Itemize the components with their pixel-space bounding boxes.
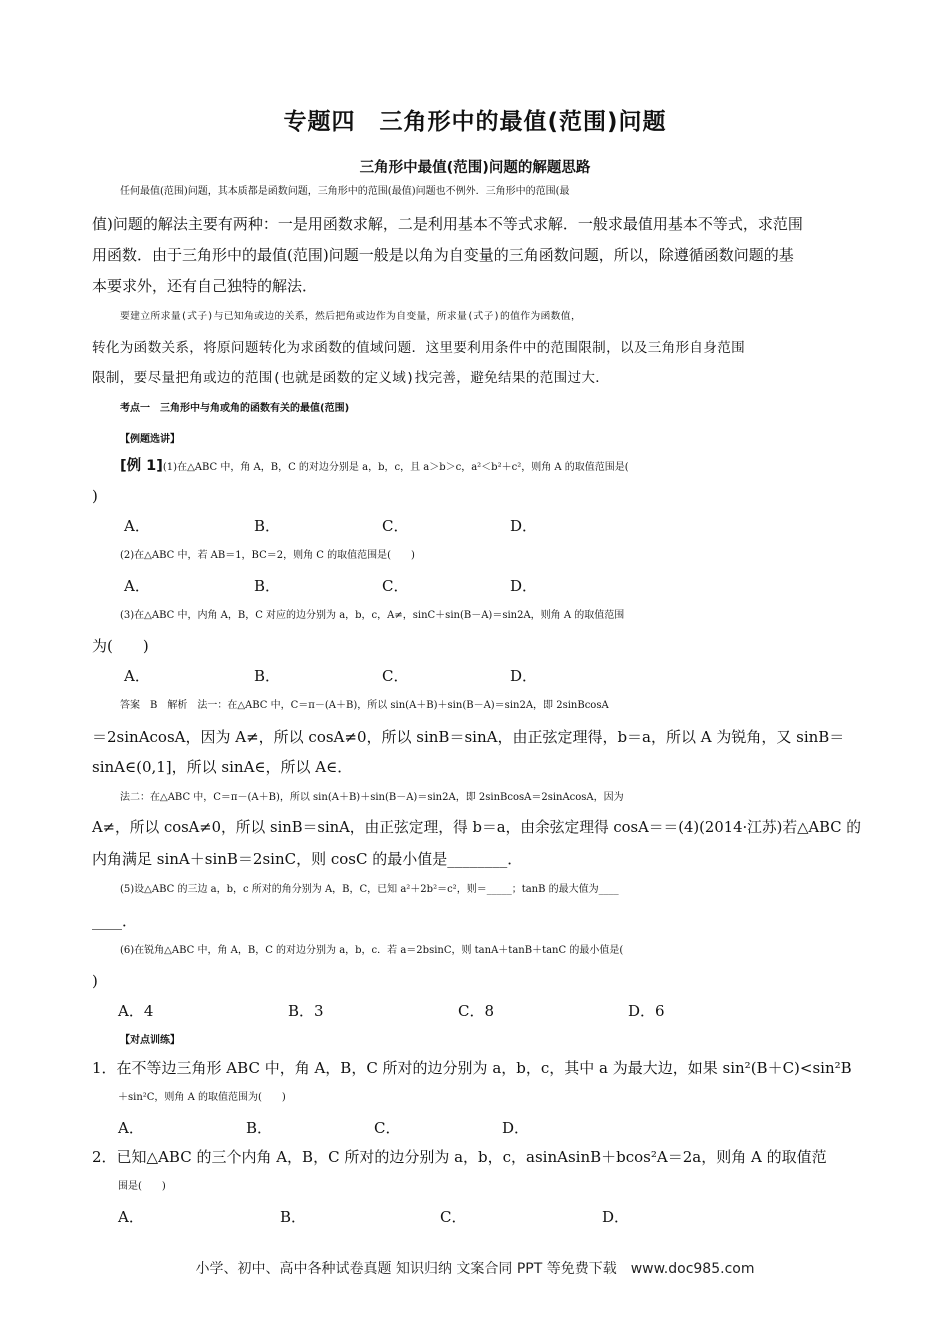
option-a: A． [124,517,150,535]
question-5: (5)设△ABC 的三边 a，b，c 所对的角分别为 A，B，C，已知 a²＋2b²＝c²，则＝_____；tanB 的最大值为____ [120,884,619,895]
answer-line: 法二：在△ABC 中，C＝π－(A＋B)，所以 sin(A＋B)＋sin(B－A)＝sin2A，即 2sinBcosA＝2sinAcosA，因为 [120,792,624,803]
options-row [118,1207,818,1227]
option-c: C． [382,577,409,595]
question-6-end: ) [92,972,98,990]
question-6: (6)在锐角△ABC 中，角 A，B，C 的对边分别为 a，b，c．若 a＝2bsinC，则 tanA＋tanB＋tanC 的最小值是( [120,945,624,956]
option-b: B． [254,667,281,685]
practice-2-end: 围是( ) [118,1181,166,1192]
options-row [118,1001,818,1021]
intro-line: 值)问题的解法主要有两种：一是用函数求解，二是利用基本不等式求解．一般求最值用基本不等式，求范围 [92,215,803,233]
example1-q2: (2)在△ABC 中，若 AB＝1，BC＝2，则角 C 的取值范围是( ) [120,550,415,561]
option-d: D． [510,577,538,595]
option-a: A． [118,1208,144,1226]
option-d: D． [602,1208,630,1226]
example1-q1-end: ) [92,487,98,505]
page-title: 专题四 三角形中的最值(范围)问题 [283,109,667,135]
practice-2: 2．已知△ABC 的三个内角 A，B，C 所对的边分别为 a，b，c，asinAsinB＋bcos²A＝2a，则角 A 的取值范 [92,1148,827,1166]
answer-line: 答案 B 解析 法一：在△ABC 中，C＝π－(A＋B)，所以 sin(A＋B)＋sin(B－A)＝sin2A，即 2sinBcosA [120,700,609,711]
option-b: B． [280,1208,307,1226]
option-c: C． [382,517,409,535]
intro-line: 任何最值(范围)问题，其本质都是函数问题，三角形中的范围(最值)问题也不例外．三角形中的范围(最 [120,186,570,197]
example1-q1-text: (1)在△ABC 中，角 A，B，C 的对边分别是 a，b，c，且 a＞b＞c，a²＜b²＋c²，则角 A 的取值范围是( [162,462,629,473]
options-row [124,666,824,686]
option-b: B． [254,517,281,535]
options-row [124,516,824,536]
example-label: [例 1] [120,458,163,474]
section-subtitle: 三角形中最值(范围)问题的解题思路 [359,160,591,176]
option-c: C． [374,1119,401,1137]
practice-1-end: ＋sin²C，则角 A 的取值范围为( ) [118,1092,286,1103]
answer-line: A≠，所以 cosA≠0，所以 sinB＝sinA，由正弦定理，得 b＝a，由余弦定理得 cosA＝＝(4)(2014·江苏)若△ABC 的 [92,819,861,836]
option-a: A． [124,577,150,595]
option-a: A．4 [118,1002,154,1020]
option-a: A． [118,1119,144,1137]
option-d: D．6 [628,1002,665,1020]
example1-q3: (3)在△ABC 中，内角 A，B，C 对应的边分别为 a，b，c，A≠，sinC＋sin(B－A)＝sin2A，则角 A 的取值范围 [120,610,625,621]
option-b: B． [246,1119,273,1137]
option-b: B． [254,577,281,595]
answer-line: 内角满足 sinA＋sinB＝2sinC，则 cosC 的最小值是________． [92,850,523,868]
intro-line: 用函数．由于三角形中的最值(范围)问题一般是以角为自变量的三角函数问题，所以，除遵循函数问题的基 [92,246,794,264]
options-row [124,576,824,596]
practice-heading: 【对点训练】 [120,1035,180,1046]
option-b: B．3 [288,1002,324,1020]
option-c: C．8 [458,1002,495,1020]
examples-heading: 【例题选讲】 [120,434,180,445]
answer-line: sinA∈(0,1]，所以 sinA∈，所以 A∈． [92,758,353,776]
option-d: D． [510,517,538,535]
example1-q1 [120,456,900,478]
option-c: C． [440,1208,467,1226]
answer-line: ＝2sinAcosA，因为 A≠，所以 cosA≠0，所以 sinB＝sinA，由正弦定理得，b＝a，所以 A 为锐角，又 sinB＝ [92,728,845,746]
section-heading: 考点一 三角形中与角或角的函数有关的最值(范围) [120,403,350,414]
question-5-end: ____． [92,912,138,930]
option-a: A． [124,667,150,685]
intro-line: 本要求外，还有自己独特的解法． [92,277,318,295]
practice-1: 1．在不等边三角形 ABC 中，角 A，B，C 所对的边分别为 a，b，c，其中 a 为最大边，如果 sin²(B＋C)<sin²B [92,1059,852,1077]
example1-q3-end: 为( ) [92,637,149,655]
option-d: D． [510,667,538,685]
method-line: 要建立所求量(式子)与已知角或边的关系，然后把角或边作为自变量，所求量(式子)的值作为函数值， [120,311,582,322]
footer-link[interactable]: 小学、初中、高中各种试卷真题 知识归纳 文案合同 PPT 等免费下载 www.doc985.com [195,1261,755,1277]
option-c: C． [382,667,409,685]
options-row [118,1118,818,1138]
method-line: 限制，要尽量把角或边的范围(也就是函数的定义域)找完善，避免结果的范围过大． [92,370,610,386]
method-line: 转化为函数关系，将原问题转化为求函数的值域问题．这里要利用条件中的范围限制，以及三角形自身范围 [92,340,746,356]
option-d: D． [502,1119,530,1137]
